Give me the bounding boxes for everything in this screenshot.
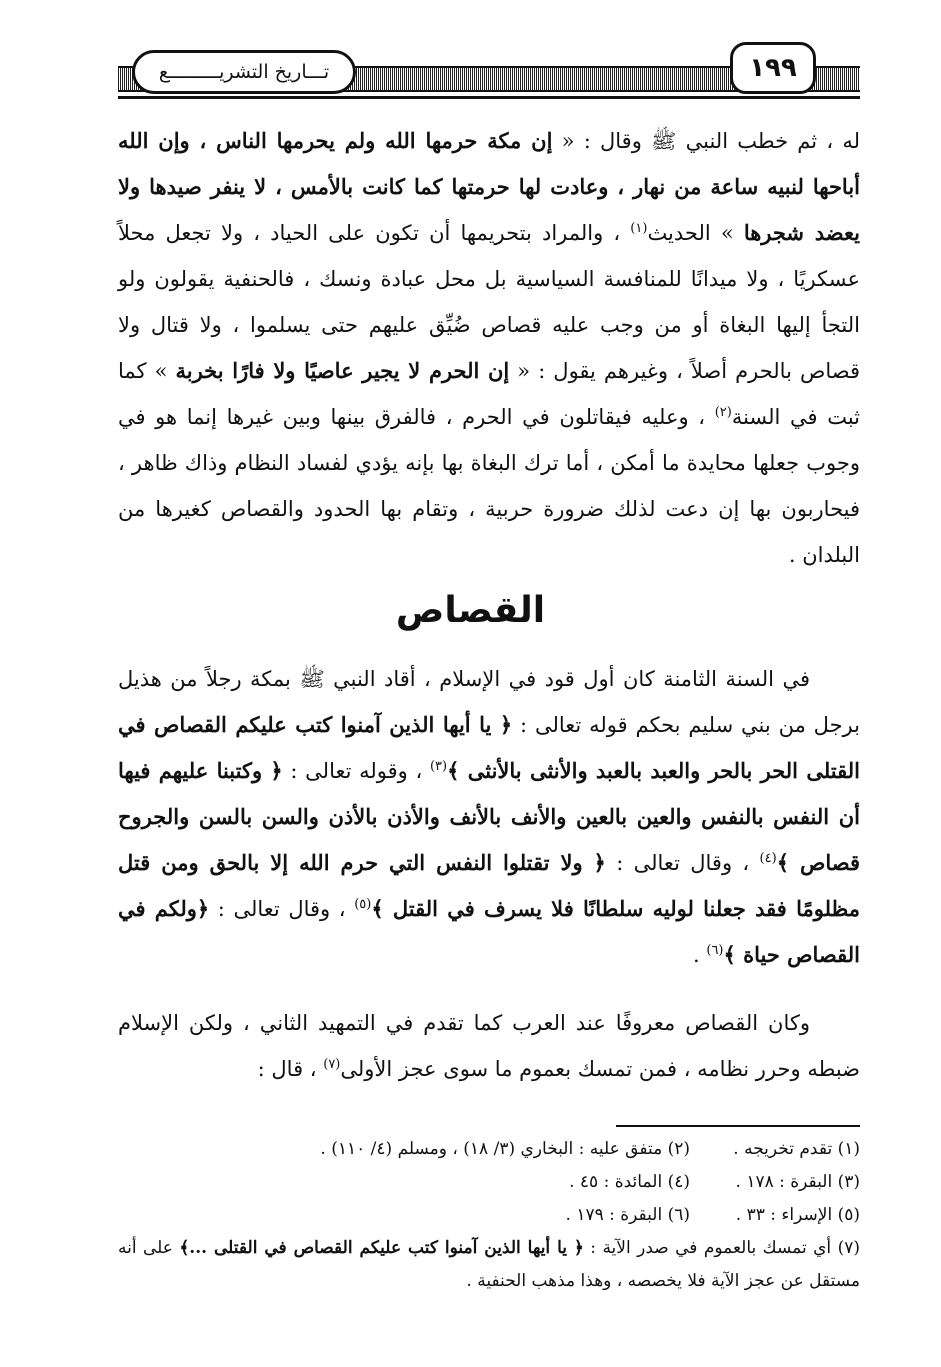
section-heading: القصاص <box>395 590 546 631</box>
text-run: (٧) أي تمسك بالعموم في صدر الآية : <box>583 1238 860 1258</box>
text-run: على أنه مستقل عن عجز الآية فلا يخصصه ، وهذا مذهب الحنفية . <box>118 1238 860 1291</box>
footnote-ref-3[interactable]: (٣) <box>429 759 448 774</box>
text-run: وكان القصاص معروفًا عند العرب كما تقدم في التمهيد الثاني ، ولكن الإسلام ضبطه وحرر نظامه ، فمن تمسك بعموم ما سوى عجز الأولى <box>118 1011 860 1081</box>
quran-quote: ﴿ ولا تقتلوا النفس التي حرم الله إلا بالحق ومن قتل مظلومًا فقد جعلنا لوليه سلطانًا فلا يسرف في القتل ﴾ <box>118 850 860 921</box>
running-header <box>118 40 860 98</box>
quran-quote: ﴿ وكتبنا عليهم فيها أن النفس بالنفس والعين بالعين والأنف بالأنف والأذن بالأذن والسن بالسن والجروح قصاص ﴾ <box>118 758 861 875</box>
quran-quote: ﴿ولكم في القصاص حياة ﴾ <box>118 896 860 967</box>
footnote-3: (٣) البقرة : ١٧٨ . <box>735 1172 860 1192</box>
footnote-row <box>118 1133 860 1166</box>
footnote-ref-5[interactable]: (٥) <box>354 897 372 912</box>
text-run: » الحديث <box>647 221 744 245</box>
footnote-5: (٥) الإسراء : ٣٣ . <box>735 1205 860 1225</box>
text-run: ، وقوله تعالى : <box>282 759 430 783</box>
header-rule <box>118 96 860 99</box>
page-number: ١٩٩ <box>730 42 816 94</box>
paragraph-first-retaliation <box>118 656 860 978</box>
paragraph-arab-custom <box>118 1000 860 1092</box>
footnote-6: (٦) البقرة : ١٧٩ . <box>565 1205 690 1225</box>
text-run: ، والمراد بتحريمها أن تكون على الحياد ، ولا تجعل محلاً عسكريًا ، ولا ميدانًا للمنافسة السياسية بل محل عبادة ونسك ، فالحنفية يقولون ولو التجأ إليها البغاة أو من وجب عليه قصاص ضُيِّق عليهم حتى يسلموا ، ولا قتال ولا قصاص بالحرم أصلاً ، وغيرهم يقول : « <box>118 221 860 383</box>
text-run: » كما ثبت في السنة <box>118 359 860 429</box>
footnotes <box>118 1133 860 1298</box>
footnote-separator <box>616 1125 860 1127</box>
footnote-2: (٢) متفق عليه : البخاري (٣/ ١٨) ، ومسلم (٤/ ١١٠) . <box>320 1139 690 1159</box>
text-run: ، وقال تعالى : <box>209 897 355 921</box>
footnote-7 <box>118 1232 860 1298</box>
text-run: ، وعليه فيقاتلون في الحرم ، فالفرق بينها وبين غيرها إنما هو في وجوب جعلها محايدة ما أمكن ، أما ترك البغاة بها بإنه يؤدي لفساد النظام وذاك ظاهر ، فيحاربون بها إن دعت لذلك ضرورة حربية ، وتقام بها الحدود والقصاص كغيرها من البلدان . <box>118 405 860 567</box>
quran-quote: ﴿ يا أيها الذين آمنوا كتب عليكم القصاص في القتلى ...﴾ <box>179 1238 584 1258</box>
paragraph-sanctity-of-mecca <box>118 118 860 578</box>
quran-quote: ﴿ يا أيها الذين آمنوا كتب عليكم القصاص في القتلى الحر بالحر والعبد بالعبد والأنثى بالأنثى ﴾ <box>118 712 860 783</box>
text-run: في السنة الثامنة كان أول قود في الإسلام ، أقاد النبي ﷺ بمكة رجلاً من هذيل برجل من بني سليم بحكم قوله تعالى : <box>118 667 860 737</box>
footnote-4: (٤) المائدة : ٤٥ . <box>569 1172 690 1192</box>
running-title: تـــاريخ التشريـــــــــع <box>132 50 356 94</box>
text-run: . <box>693 943 707 967</box>
text-run: ، وقال تعالى : <box>605 851 760 875</box>
footnote-ref-1[interactable]: (١) <box>630 221 648 236</box>
footnote-ref-4[interactable]: (٤) <box>759 851 777 866</box>
footnote-ref-6[interactable]: (٦) <box>706 943 724 958</box>
hadith-quote: إن الحرم لا يجير عاصيًا ولا فارًا بخربة <box>175 358 510 383</box>
footnote-row <box>118 1166 860 1199</box>
footnote-row <box>118 1199 860 1232</box>
text-run: ، قال : <box>257 1057 324 1081</box>
footnote-ref-7[interactable]: (٧) <box>323 1057 341 1072</box>
hadith-quote: إن مكة حرمها الله ولم يحرمها الناس ، وإن الله أباحها لنبيه ساعة من نهار ، وعادت لها حرمتها كما كانت بالأمس ، لا ينفر صيدها ولا يعضد شجرها <box>118 128 860 245</box>
footnote-1: (١) تقدم تخريجه . <box>733 1139 860 1159</box>
text-run: له ، ثم خطب النبي ﷺ وقال : « <box>552 129 860 153</box>
footnote-ref-2[interactable]: (٢) <box>714 405 732 420</box>
